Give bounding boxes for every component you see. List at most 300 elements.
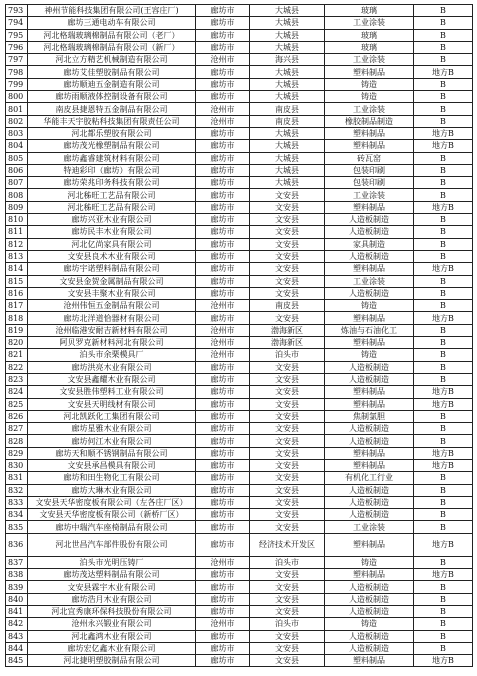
- table-row: [6, 533, 473, 556]
- table-row: [6, 275, 473, 287]
- city-cell: 廊坊市: [196, 152, 250, 164]
- city-cell: 廊坊市: [196, 655, 250, 667]
- level-cell: B: [414, 29, 473, 41]
- industry-cell: 人造板制造: [325, 423, 414, 435]
- row-number-cell: 807: [6, 177, 28, 189]
- table-row: [6, 398, 473, 410]
- row-number-cell: 795: [6, 29, 28, 41]
- table-row: [6, 250, 473, 262]
- level-cell: 地方B: [414, 533, 473, 556]
- district-cell: 文安县: [250, 459, 325, 471]
- industry-cell: 塑料制品: [325, 533, 414, 556]
- city-cell: 廊坊市: [196, 423, 250, 435]
- row-number-cell: 799: [6, 78, 28, 90]
- industry-cell: 塑料制品: [325, 201, 414, 213]
- city-cell: 廊坊市: [196, 398, 250, 410]
- table-body: [6, 5, 473, 667]
- row-number-cell: 808: [6, 189, 28, 201]
- city-cell: 沧州市: [196, 324, 250, 336]
- row-number-cell: 809: [6, 201, 28, 213]
- city-cell: 廊坊市: [196, 410, 250, 422]
- district-cell: 文安县: [250, 386, 325, 398]
- table-row: [6, 127, 473, 139]
- district-cell: 大城县: [250, 66, 325, 78]
- level-cell: B: [414, 410, 473, 422]
- district-cell: 文安县: [250, 214, 325, 226]
- district-cell: 文安县: [250, 569, 325, 581]
- table-row: [6, 361, 473, 373]
- city-cell: 廊坊市: [196, 605, 250, 617]
- district-cell: 大城县: [250, 5, 325, 17]
- company-name-cell: 文安县天明线材有限公司: [28, 398, 196, 410]
- industry-cell: 人造板制造: [325, 373, 414, 385]
- district-cell: 大城县: [250, 140, 325, 152]
- district-cell: 文安县: [250, 410, 325, 422]
- company-name-cell: 河北格瑞玻璃棉制品有限公司（新厂）: [28, 41, 196, 53]
- company-name-cell: 文安县良术木业有限公司: [28, 250, 196, 262]
- level-cell: B: [414, 605, 473, 617]
- level-cell: 地方B: [414, 398, 473, 410]
- table-row: [6, 5, 473, 17]
- district-cell: 文安县: [250, 521, 325, 533]
- company-name-cell: 廊坊艾佳塑胶制品有限公司: [28, 66, 196, 78]
- row-number-cell: 794: [6, 17, 28, 29]
- company-name-cell: 廊坊茂达塑料制品有限公司: [28, 569, 196, 581]
- enterprise-list-table: [5, 4, 473, 667]
- company-name-cell: 廊坊星雅木业有限公司: [28, 423, 196, 435]
- industry-cell: 铸造: [325, 91, 414, 103]
- district-cell: 文安县: [250, 226, 325, 238]
- district-cell: 文安县: [250, 361, 325, 373]
- row-number-cell: 819: [6, 324, 28, 336]
- city-cell: 沧州市: [196, 349, 250, 361]
- company-name-cell: 廊坊三通电动车有限公司: [28, 17, 196, 29]
- row-number-cell: 842: [6, 618, 28, 630]
- row-number-cell: 838: [6, 569, 28, 581]
- company-name-cell: 泊头市余栗模具厂: [28, 349, 196, 361]
- table-row: [6, 569, 473, 581]
- table-row: [6, 312, 473, 324]
- city-cell: 廊坊市: [196, 238, 250, 250]
- city-cell: 廊坊市: [196, 386, 250, 398]
- row-number-cell: 827: [6, 423, 28, 435]
- industry-cell: 人造板制造: [325, 642, 414, 654]
- city-cell: 廊坊市: [196, 41, 250, 53]
- district-cell: 文安县: [250, 447, 325, 459]
- table-row: [6, 29, 473, 41]
- table-row: [6, 324, 473, 336]
- company-name-cell: 河北秭旺工艺品有限公司: [28, 189, 196, 201]
- level-cell: B: [414, 54, 473, 66]
- row-number-cell: 841: [6, 605, 28, 617]
- level-cell: B: [414, 238, 473, 250]
- city-cell: 沧州市: [196, 103, 250, 115]
- company-name-cell: 河北鑫鸿木业有限公司: [28, 630, 196, 642]
- district-cell: 渤海新区: [250, 337, 325, 349]
- row-number-cell: 828: [6, 435, 28, 447]
- company-name-cell: 廊坊鑫睿建筑材料有限公司: [28, 152, 196, 164]
- city-cell: 廊坊市: [196, 263, 250, 275]
- district-cell: 南皮县: [250, 300, 325, 312]
- table-row: [6, 41, 473, 53]
- industry-cell: 人造板制造: [325, 484, 414, 496]
- city-cell: 廊坊市: [196, 29, 250, 41]
- district-cell: 文安县: [250, 472, 325, 484]
- city-cell: 廊坊市: [196, 127, 250, 139]
- table-row: [6, 189, 473, 201]
- row-number-cell: 796: [6, 41, 28, 53]
- industry-cell: 塑料制品: [325, 140, 414, 152]
- district-cell: 文安县: [250, 238, 325, 250]
- level-cell: B: [414, 642, 473, 654]
- industry-cell: 玻璃: [325, 5, 414, 17]
- industry-cell: 塑料制品: [325, 127, 414, 139]
- district-cell: 泊头市: [250, 556, 325, 568]
- city-cell: 廊坊市: [196, 496, 250, 508]
- district-cell: 文安县: [250, 250, 325, 262]
- company-name-cell: 廊坊和田生物化工有限公司: [28, 472, 196, 484]
- table-row: [6, 140, 473, 152]
- city-cell: 廊坊市: [196, 189, 250, 201]
- industry-cell: 工业涂装: [325, 17, 414, 29]
- row-number-cell: 814: [6, 263, 28, 275]
- level-cell: B: [414, 226, 473, 238]
- company-name-cell: 文安县丰聚木业有限公司: [28, 287, 196, 299]
- industry-cell: 铸造: [325, 618, 414, 630]
- industry-cell: 人造板制造: [325, 214, 414, 226]
- city-cell: 沧州市: [196, 54, 250, 66]
- table-row: [6, 177, 473, 189]
- row-number-cell: 804: [6, 140, 28, 152]
- industry-cell: 工业涂装: [325, 54, 414, 66]
- city-cell: 廊坊市: [196, 533, 250, 556]
- row-number-cell: 835: [6, 521, 28, 533]
- row-number-cell: 801: [6, 103, 28, 115]
- row-number-cell: 813: [6, 250, 28, 262]
- district-cell: 南皮县: [250, 103, 325, 115]
- district-cell: 大城县: [250, 177, 325, 189]
- table-row: [6, 66, 473, 78]
- row-number-cell: 810: [6, 214, 28, 226]
- row-number-cell: 800: [6, 91, 28, 103]
- row-number-cell: 829: [6, 447, 28, 459]
- company-name-cell: 文安县胜伟塑料工业有限公司: [28, 386, 196, 398]
- industry-cell: 人造板制造: [325, 496, 414, 508]
- level-cell: 地方B: [414, 655, 473, 667]
- district-cell: 大城县: [250, 41, 325, 53]
- company-name-cell: 文安县天华密度板有限公司（新桥厂区）: [28, 509, 196, 521]
- table-row: [6, 509, 473, 521]
- district-cell: 大城县: [250, 29, 325, 41]
- city-cell: 沧州市: [196, 556, 250, 568]
- city-cell: 沧州市: [196, 618, 250, 630]
- row-number-cell: 811: [6, 226, 28, 238]
- city-cell: 廊坊市: [196, 214, 250, 226]
- district-cell: 文安县: [250, 642, 325, 654]
- city-cell: 廊坊市: [196, 250, 250, 262]
- level-cell: B: [414, 484, 473, 496]
- row-number-cell: 843: [6, 630, 28, 642]
- table-row: [6, 337, 473, 349]
- row-number-cell: 818: [6, 312, 28, 324]
- row-number-cell: 820: [6, 337, 28, 349]
- level-cell: 地方B: [414, 201, 473, 213]
- level-cell: B: [414, 472, 473, 484]
- city-cell: 廊坊市: [196, 164, 250, 176]
- city-cell: 廊坊市: [196, 17, 250, 29]
- table-row: [6, 496, 473, 508]
- table-row: [6, 263, 473, 275]
- district-cell: 经济技术开发区: [250, 533, 325, 556]
- level-cell: B: [414, 509, 473, 521]
- row-number-cell: 840: [6, 593, 28, 605]
- industry-cell: 工业涂装: [325, 103, 414, 115]
- company-name-cell: 廊坊荣兆印务科技有限公司: [28, 177, 196, 189]
- city-cell: 廊坊市: [196, 312, 250, 324]
- level-cell: B: [414, 337, 473, 349]
- industry-cell: 包装印刷: [325, 164, 414, 176]
- industry-cell: 塑料制品: [325, 312, 414, 324]
- company-name-cell: 廊坊天和顺不锈钢制品有限公司: [28, 447, 196, 459]
- company-name-cell: 廊坊北洋道恰器材有限公司: [28, 312, 196, 324]
- level-cell: B: [414, 630, 473, 642]
- company-name-cell: 廊坊茂光橡塑制品有限公司: [28, 140, 196, 152]
- city-cell: 廊坊市: [196, 66, 250, 78]
- industry-cell: 铸造: [325, 300, 414, 312]
- district-cell: 文安县: [250, 201, 325, 213]
- district-cell: 文安县: [250, 398, 325, 410]
- table-row: [6, 115, 473, 127]
- row-number-cell: 825: [6, 398, 28, 410]
- industry-cell: 家具制造: [325, 238, 414, 250]
- company-name-cell: 南皮县捷恩特五金制品有限公司: [28, 103, 196, 115]
- company-name-cell: 文安县金贺金属制品有限公司: [28, 275, 196, 287]
- city-cell: 廊坊市: [196, 140, 250, 152]
- row-number-cell: 817: [6, 300, 28, 312]
- level-cell: B: [414, 41, 473, 53]
- table-row: [6, 78, 473, 90]
- level-cell: B: [414, 177, 473, 189]
- industry-cell: 橡胶制品制造: [325, 115, 414, 127]
- level-cell: B: [414, 521, 473, 533]
- table-row: [6, 373, 473, 385]
- city-cell: 廊坊市: [196, 287, 250, 299]
- district-cell: 大城县: [250, 152, 325, 164]
- industry-cell: 人造板制造: [325, 226, 414, 238]
- row-number-cell: 805: [6, 152, 28, 164]
- company-name-cell: 河北凯跃化工集团有限公司: [28, 410, 196, 422]
- row-number-cell: 834: [6, 509, 28, 521]
- company-name-cell: 神州节能科技集团有限公司(王容庄厂): [28, 5, 196, 17]
- industry-cell: 塑料制品: [325, 447, 414, 459]
- city-cell: 廊坊市: [196, 459, 250, 471]
- industry-cell: 塑料制品: [325, 66, 414, 78]
- company-name-cell: 廊坊中瑞汽车座椅制品有限公司: [28, 521, 196, 533]
- row-number-cell: 797: [6, 54, 28, 66]
- district-cell: 泊头市: [250, 618, 325, 630]
- district-cell: 南皮县: [250, 115, 325, 127]
- district-cell: 文安县: [250, 435, 325, 447]
- row-number-cell: 815: [6, 275, 28, 287]
- level-cell: 地方B: [414, 386, 473, 398]
- city-cell: 廊坊市: [196, 593, 250, 605]
- table-row: [6, 410, 473, 422]
- level-cell: B: [414, 556, 473, 568]
- row-number-cell: 844: [6, 642, 28, 654]
- industry-cell: 塑料制品: [325, 337, 414, 349]
- industry-cell: 玻璃: [325, 41, 414, 53]
- industry-cell: 有机化工行业: [325, 472, 414, 484]
- table-row: [6, 435, 473, 447]
- city-cell: 廊坊市: [196, 373, 250, 385]
- city-cell: 廊坊市: [196, 275, 250, 287]
- level-cell: B: [414, 361, 473, 373]
- table-row: [6, 630, 473, 642]
- industry-cell: 人造板制造: [325, 250, 414, 262]
- district-cell: 大城县: [250, 17, 325, 29]
- industry-cell: 人造板制造: [325, 605, 414, 617]
- industry-cell: 塑料制品: [325, 386, 414, 398]
- row-number-cell: 833: [6, 496, 28, 508]
- table-row: [6, 164, 473, 176]
- table-row: [6, 152, 473, 164]
- row-number-cell: 812: [6, 238, 28, 250]
- industry-cell: 人造板制造: [325, 509, 414, 521]
- company-name-cell: 廊坊宇诺塑料制品有限公司: [28, 263, 196, 275]
- company-name-cell: 河北捷明塑胶制品有限公司: [28, 655, 196, 667]
- industry-cell: 人造板制造: [325, 287, 414, 299]
- city-cell: 廊坊市: [196, 581, 250, 593]
- district-cell: 文安县: [250, 655, 325, 667]
- level-cell: B: [414, 435, 473, 447]
- company-name-cell: 河北亿尚家具有限公司: [28, 238, 196, 250]
- district-cell: 文安县: [250, 605, 325, 617]
- industry-cell: 人造板制造: [325, 361, 414, 373]
- industry-cell: 铸造: [325, 78, 414, 90]
- level-cell: B: [414, 496, 473, 508]
- industry-cell: 炼油与石油化工: [325, 324, 414, 336]
- level-cell: 地方B: [414, 140, 473, 152]
- row-number-cell: 830: [6, 459, 28, 471]
- company-name-cell: 廊坊顺迪五金制造有限公司: [28, 78, 196, 90]
- level-cell: B: [414, 300, 473, 312]
- city-cell: 廊坊市: [196, 5, 250, 17]
- company-name-cell: 廊坊何江木业有限公司: [28, 435, 196, 447]
- city-cell: 廊坊市: [196, 226, 250, 238]
- table-row: [6, 386, 473, 398]
- row-number-cell: 824: [6, 386, 28, 398]
- level-cell: B: [414, 214, 473, 226]
- row-number-cell: 802: [6, 115, 28, 127]
- level-cell: B: [414, 618, 473, 630]
- company-name-cell: 沧州伟恒五金制品有限公司: [28, 300, 196, 312]
- table-row: [6, 521, 473, 533]
- table-row: [6, 655, 473, 667]
- company-name-cell: 廊坊雨顺液体控制设备有限公司: [28, 91, 196, 103]
- industry-cell: 铸造: [325, 556, 414, 568]
- row-number-cell: 803: [6, 127, 28, 139]
- level-cell: 地方B: [414, 127, 473, 139]
- district-cell: 文安县: [250, 263, 325, 275]
- city-cell: 廊坊市: [196, 91, 250, 103]
- city-cell: 廊坊市: [196, 361, 250, 373]
- table-row: [6, 447, 473, 459]
- district-cell: 大城县: [250, 127, 325, 139]
- company-name-cell: 河北世昌汽车部件股份有限公司: [28, 533, 196, 556]
- district-cell: 文安县: [250, 630, 325, 642]
- level-cell: 地方B: [414, 263, 473, 275]
- table-row: [6, 103, 473, 115]
- row-number-cell: 832: [6, 484, 28, 496]
- level-cell: B: [414, 78, 473, 90]
- industry-cell: 塑料制品: [325, 569, 414, 581]
- city-cell: 廊坊市: [196, 435, 250, 447]
- table-row: [6, 226, 473, 238]
- level-cell: B: [414, 91, 473, 103]
- district-cell: 文安县: [250, 312, 325, 324]
- company-name-cell: 文安县霖宇木业有限公司: [28, 581, 196, 593]
- company-name-cell: 沧州临港安耐吉新材料有限公司: [28, 324, 196, 336]
- table-row: [6, 214, 473, 226]
- table-row: [6, 618, 473, 630]
- table-row: [6, 605, 473, 617]
- level-cell: 地方B: [414, 447, 473, 459]
- table-row: [6, 423, 473, 435]
- company-name-cell: 廊坊大琳木业有限公司: [28, 484, 196, 496]
- table-row: [6, 593, 473, 605]
- level-cell: B: [414, 275, 473, 287]
- company-name-cell: 文安县鑫耀木业有限公司: [28, 373, 196, 385]
- district-cell: 文安县: [250, 496, 325, 508]
- city-cell: 廊坊市: [196, 509, 250, 521]
- level-cell: 地方B: [414, 569, 473, 581]
- level-cell: 地方B: [414, 66, 473, 78]
- row-number-cell: 822: [6, 361, 28, 373]
- table-row: [6, 201, 473, 213]
- company-name-cell: 河北秭旺工艺品有限公司: [28, 201, 196, 213]
- level-cell: B: [414, 164, 473, 176]
- row-number-cell: 837: [6, 556, 28, 568]
- district-cell: 文安县: [250, 484, 325, 496]
- table-row: [6, 472, 473, 484]
- row-number-cell: 823: [6, 373, 28, 385]
- company-name-cell: 沧州永兴锻业有限公司: [28, 618, 196, 630]
- company-name-cell: 河北宜秀康环保科技股份有限公司: [28, 605, 196, 617]
- level-cell: B: [414, 103, 473, 115]
- city-cell: 沧州市: [196, 337, 250, 349]
- row-number-cell: 798: [6, 66, 28, 78]
- table-row: [6, 349, 473, 361]
- company-name-cell: 文安县承昌模具有限公司: [28, 459, 196, 471]
- level-cell: B: [414, 17, 473, 29]
- level-cell: 地方B: [414, 312, 473, 324]
- industry-cell: 包装印刷: [325, 177, 414, 189]
- district-cell: 文安县: [250, 581, 325, 593]
- district-cell: 海兴县: [250, 54, 325, 66]
- row-number-cell: 816: [6, 287, 28, 299]
- row-number-cell: 831: [6, 472, 28, 484]
- company-name-cell: 廊坊宏亿鑫木业有限公司: [28, 642, 196, 654]
- level-cell: B: [414, 581, 473, 593]
- industry-cell: 人造板制造: [325, 630, 414, 642]
- company-name-cell: 河北格瑞玻璃棉制品有限公司（老厂）: [28, 29, 196, 41]
- district-cell: 文安县: [250, 593, 325, 605]
- row-number-cell: 793: [6, 5, 28, 17]
- district-cell: 文安县: [250, 373, 325, 385]
- row-number-cell: 806: [6, 164, 28, 176]
- table-row: [6, 54, 473, 66]
- company-name-cell: 廊坊兴亚木业有限公司: [28, 214, 196, 226]
